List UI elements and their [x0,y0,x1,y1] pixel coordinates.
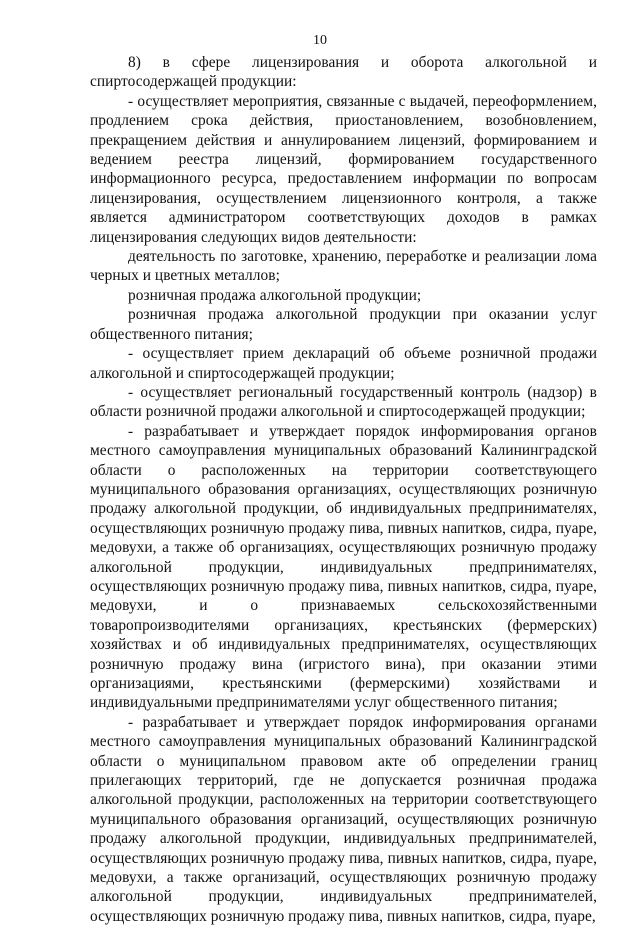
page-number: 10 [313,33,327,48]
paragraph-municipal-act-procedure: - разрабатывает и утверждает порядок информирования органами местного самоуправления муниципальных образований Калининградской области о муниципальном правовом акте об определении границ прилегающих территорий, где не допускается розничная продажа алкогольной продукции, расположенных на территории соответствующего муниципального образования организаций, осуществляющих розничную продажу алкогольной продукции, индивидуальных предпринимателей, осуществляющих розничную продажу пива, пивных напитков, сидра, пуаре, медовухи, а также организаций, осуществляющих розничную продажу алкогольной продукции, индивидуальных предпринимателей, осуществляющих розничную продажу пива, пивных напитков, сидра, пуаре, [90,713,597,925]
paragraph-informing-procedure: - разрабатывает и утверждает порядок информирования органов местного самоуправления муниципальных образований Калининградской области о расположенных на территории соответствующего муниципального образования организациях, осуществляющих розничную продажу алкогольной продукции, об индивидуальных предпринимателях, осуществляющих розничную продажу пива, пивных напитков, сидра, пуаре, медовухи, а также об организациях, осуществляющих розничную продажу алкогольной продукции, индивидуальных предпринимателях, осуществляющих розничную продажу пива, пивных напитков, сидра, пуаре, медовухи, и о признаваемых сельскохозяйственными товаропроизводителями организациях, крестьянских (фермерских) хозяйствах и об индивидуальных предпринимателях, осуществляющих розничную продажу вина (игристого вина), при оказании этими организациями, крестьянскими (фермерскими) хозяйствами и индивидуальными предпринимателями услуг общественного питания; [90,422,597,712]
paragraph-section-heading: 8) в сфере лицензирования и оборота алкогольной и спиртосодержащей продукции: [90,54,597,91]
paragraph-state-control: - осуществляет региональный государственный контроль (надзор) в области розничной продажи алкогольной и спиртосодержащей продукции; [90,383,597,421]
paragraph-metals-activity: деятельность по заготовке, хранению, переработке и реализации лома черных и цветных металлов; [90,248,597,285]
paragraph-retail-alcohol: розничная продажа алкогольной продукции; [128,286,422,304]
document-body [90,53,597,926]
paragraph-retail-catering: розничная продажа алкогольной продукции при оказании услуг общественного питания; [90,306,597,343]
paragraph-licensing-activities: - осуществляет мероприятия, связанные с выдачей, переоформлением, продлением срока действия, приостановлением, возобновлением, прекращением действия и аннулированием лицензий, формированием и ведением реестра лицензий, формированием государственного информационного ресурса, предоставлением информации по вопросам лицензирования, осуществлением лицензионного контроля, а также является администратором соответствующих доходов в рамках лицензирования следующих видов деятельности: [90,92,597,246]
paragraph-declarations: - осуществляет прием деклараций об объеме розничной продажи алкогольной и спиртосодержащей продукции; [90,345,597,382]
